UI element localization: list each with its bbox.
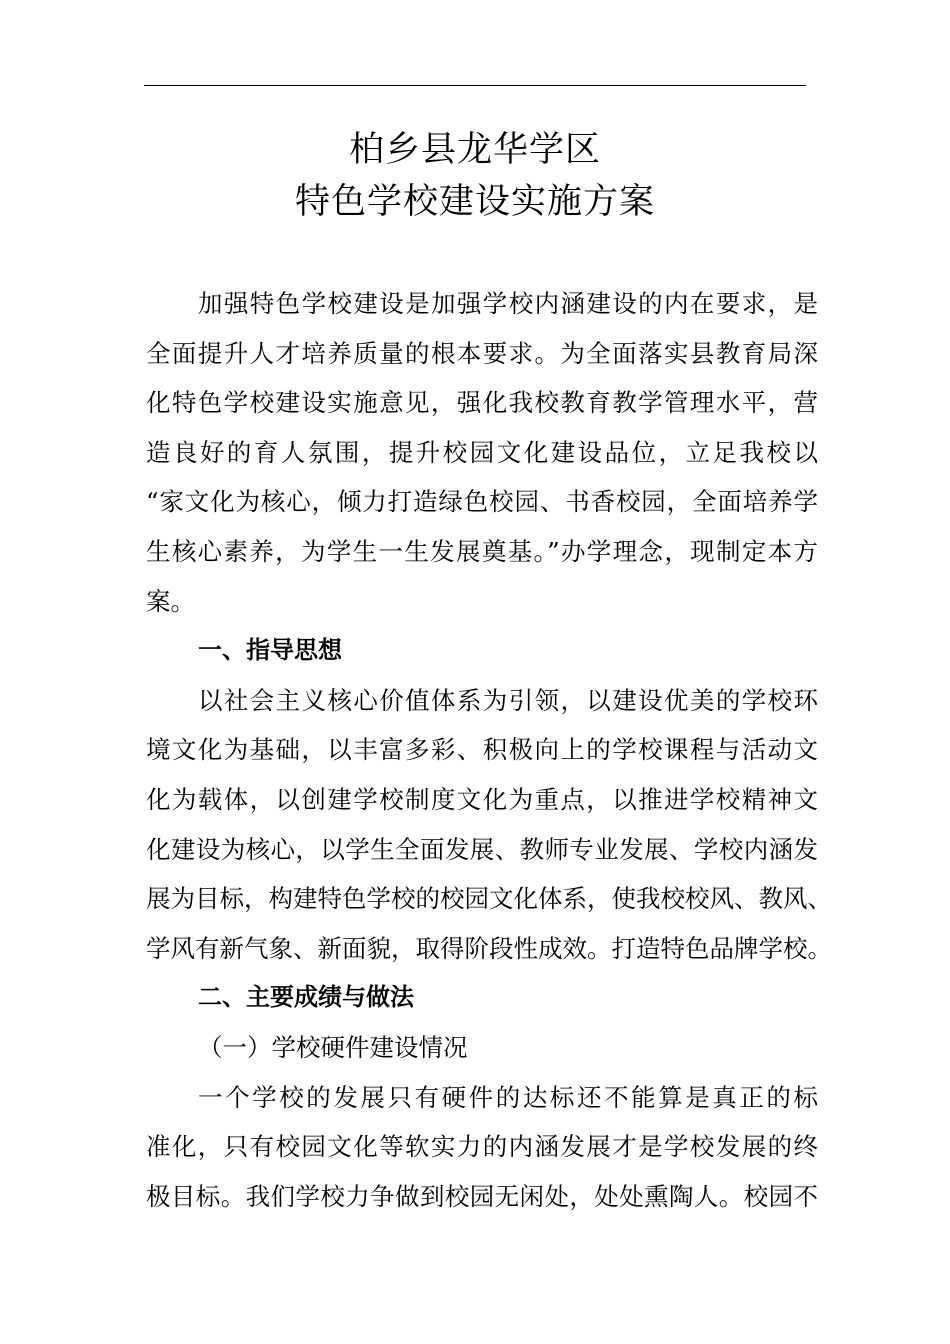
paragraph-line: 一个学校的发展只有硬件的达标还不能算是真正的标	[198, 1082, 818, 1112]
paragraph-line: 加强特色学校建设是加强学校内涵建设的内在要求，是	[198, 289, 818, 318]
document-body	[146, 279, 832, 1221]
paragraph-line: 境文化为基础，以丰富多彩、积极向上的学校课程与活动文	[146, 735, 818, 765]
header-rule	[144, 85, 806, 86]
paragraph-line: 化特色学校建设实施意见，强化我校教育教学管理水平，营	[146, 388, 818, 418]
paragraph-line: “家文化为核心，倾力打造绿色校园、书香校园，全面培养学	[146, 487, 818, 517]
paragraph-line: 案。	[146, 586, 195, 616]
paragraph-line: 展为目标，构建特色学校的校园文化体系，使我校校风、教风、	[146, 884, 832, 914]
section-heading: 二、主要成绩与做法	[198, 983, 414, 1012]
paragraph-line: 全面提升人才培养质量的根本要求。为全面落实县教育局深	[146, 338, 818, 368]
paragraph-line: 以社会主义核心价值体系为引领，以建设优美的学校环	[198, 685, 818, 715]
document-title-line-1: 柏乡县龙华学区	[348, 130, 601, 170]
paragraph-line: 造良好的育人氛围，提升校园文化建设品位，立足我校以	[146, 437, 818, 467]
paragraph-line: 化建设为核心，以学生全面发展、教师专业发展、学校内涵发	[146, 834, 818, 864]
subsection-heading: （一）学校硬件建设情况	[198, 1032, 468, 1062]
paragraph-line: 准化，只有校园文化等软实力的内涵发展才是学校发展的终	[146, 1132, 818, 1162]
document-title-line-2: 特色学校建设实施方案	[294, 182, 655, 222]
paragraph-line: 学风有新气象、新面貌，取得阶段性成效。打造特色品牌学校。	[146, 933, 832, 963]
paragraph-line: 生核心素养，为学生一生发展奠基。”办学理念，现制定本方	[146, 536, 818, 566]
paragraph-line: 极目标。我们学校力争做到校园无闲处，处处熏陶人。校园不	[146, 1181, 818, 1211]
section-heading: 一、指导思想	[198, 636, 342, 665]
paragraph-line: 化为载体，以创建学校制度文化为重点，以推进学校精神文	[146, 784, 818, 814]
